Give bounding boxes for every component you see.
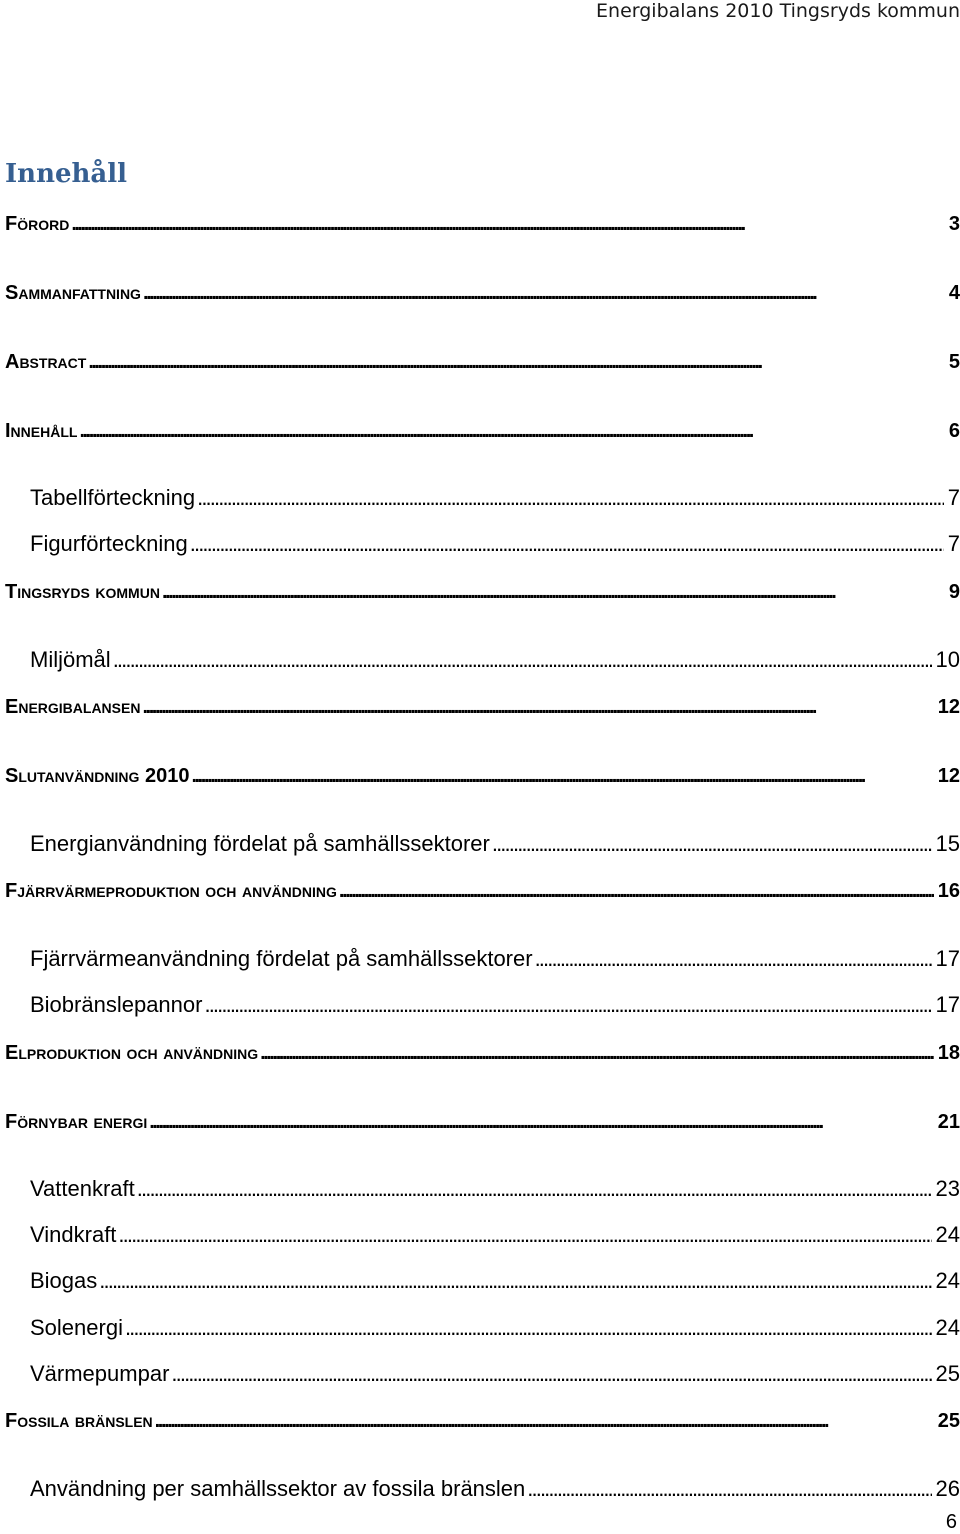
toc-entry[interactable]	[0, 419, 960, 443]
toc-entry-title: Användning per samhällssektor av fossila bränslen	[30, 1476, 526, 1501]
toc-entry[interactable]	[0, 992, 960, 1018]
toc-entry-page: 9	[948, 581, 960, 603]
toc-entry-title: Biobränslepannor	[30, 992, 203, 1017]
toc-entry[interactable]	[0, 647, 960, 673]
dot-leader	[125, 1315, 932, 1341]
toc-entry[interactable]	[0, 831, 960, 857]
dot-leader	[118, 1222, 931, 1248]
toc-entry-page: 23	[935, 1176, 960, 1201]
toc-entry-page: 24	[935, 1222, 960, 1247]
toc-entry[interactable]	[0, 580, 960, 604]
toc-entry-title: Förord	[5, 213, 70, 235]
dot-leader	[191, 764, 933, 788]
toc-entry-title: Värmepumpar	[30, 1361, 170, 1386]
dot-leader	[527, 1476, 931, 1502]
toc-entry-title: Miljömål	[30, 647, 111, 672]
toc-entry-page: 17	[935, 946, 960, 971]
toc-entry[interactable]	[0, 879, 960, 903]
toc-entry[interactable]	[0, 350, 960, 374]
dot-leader	[143, 281, 945, 305]
toc-entry-page: 12	[937, 696, 960, 718]
toc-entry-title: Innehåll	[5, 420, 78, 442]
dot-leader	[162, 580, 945, 604]
dot-leader	[204, 992, 931, 1018]
toc-entry[interactable]	[0, 212, 960, 236]
toc-entry-title: Vattenkraft	[30, 1176, 135, 1201]
toc-entry-page: 5	[948, 351, 960, 373]
toc-entry[interactable]	[0, 764, 960, 788]
toc-entry-title: Fossila bränslen	[5, 1410, 153, 1432]
toc-entry-page: 7	[947, 485, 960, 510]
toc-entry-page: 15	[935, 831, 960, 856]
toc-entry[interactable]	[0, 1361, 960, 1387]
toc-entry-title: Fjärrvärmeanvändning fördelat på samhällssektorer	[30, 946, 533, 971]
toc-entry-title: Biogas	[30, 1268, 98, 1293]
toc-entry-title: Förnybar energi	[5, 1111, 148, 1133]
toc-entry-title: Sammanfattning	[5, 282, 141, 304]
toc-entry-page: 12	[937, 765, 960, 787]
page-number: 6	[945, 1511, 957, 1533]
dot-leader	[71, 212, 945, 236]
toc-entry[interactable]	[0, 1409, 960, 1433]
toc-heading: Innehåll	[5, 159, 128, 189]
toc-entry[interactable]	[0, 1110, 960, 1134]
dot-leader	[171, 1361, 931, 1387]
toc-entry-title: Tingsryds kommun	[5, 581, 160, 603]
toc-entry-page: 25	[935, 1361, 960, 1386]
toc-entry-title: Solenergi	[30, 1315, 123, 1340]
dot-leader	[113, 647, 932, 673]
toc-entry[interactable]	[0, 281, 960, 305]
toc-entry-page: 26	[935, 1476, 960, 1501]
toc-entry[interactable]	[0, 1176, 960, 1202]
toc-entry-page: 6	[948, 420, 960, 442]
toc-entry-page: 17	[935, 992, 960, 1017]
dot-leader	[99, 1268, 931, 1294]
toc-entry-title: Abstract	[5, 351, 87, 373]
dot-leader	[197, 485, 944, 511]
toc-entry-page: 25	[937, 1410, 960, 1432]
toc-entry-title: Fjärrvärmeproduktion och användning	[5, 880, 337, 902]
toc-entry[interactable]	[0, 1268, 960, 1294]
dot-leader	[155, 1409, 934, 1433]
toc-entry[interactable]	[0, 531, 960, 557]
toc-entry-page: 3	[948, 213, 960, 235]
dot-leader	[137, 1176, 932, 1202]
dot-leader	[535, 946, 932, 972]
toc-entry[interactable]	[0, 695, 960, 719]
toc-entry-page: 4	[948, 282, 960, 304]
toc-entry-page: 21	[937, 1111, 960, 1133]
toc-entry-title: Figurförteckning	[30, 531, 188, 556]
dot-leader	[492, 831, 932, 857]
toc-entry-page: 7	[947, 531, 960, 556]
toc-entry-title: Tabellförteckning	[30, 485, 196, 510]
toc-entry-page: 16	[937, 880, 960, 902]
dot-leader	[79, 419, 944, 443]
dot-leader	[190, 531, 944, 557]
toc-entry-page: 10	[935, 647, 960, 672]
toc-entry-title: Energibalansen	[5, 696, 141, 718]
dot-leader	[339, 879, 934, 903]
toc-entry-title: Energianvändning fördelat på samhällssektorer	[30, 831, 490, 856]
toc-entry-page: 24	[935, 1315, 960, 1340]
toc-entry-title: Elproduktion och användning	[5, 1042, 259, 1064]
dot-leader	[142, 695, 933, 719]
toc-entry[interactable]	[0, 1476, 960, 1502]
toc-entry[interactable]	[0, 485, 960, 511]
dot-leader	[88, 350, 945, 374]
toc-entry[interactable]	[0, 1222, 960, 1248]
toc-entry-page: 18	[937, 1042, 960, 1064]
toc-entry[interactable]	[0, 1041, 960, 1065]
toc-entry-page: 24	[935, 1268, 960, 1293]
running-header: Energibalans 2010 Tingsryds kommun	[596, 0, 960, 22]
toc-entry-title: Vindkraft	[30, 1222, 117, 1247]
toc-entry-title: Slutanvändning 2010	[5, 765, 190, 787]
dot-leader	[260, 1041, 934, 1065]
toc-entry[interactable]	[0, 1315, 960, 1341]
toc-entry[interactable]	[0, 946, 960, 972]
dot-leader	[149, 1110, 934, 1134]
